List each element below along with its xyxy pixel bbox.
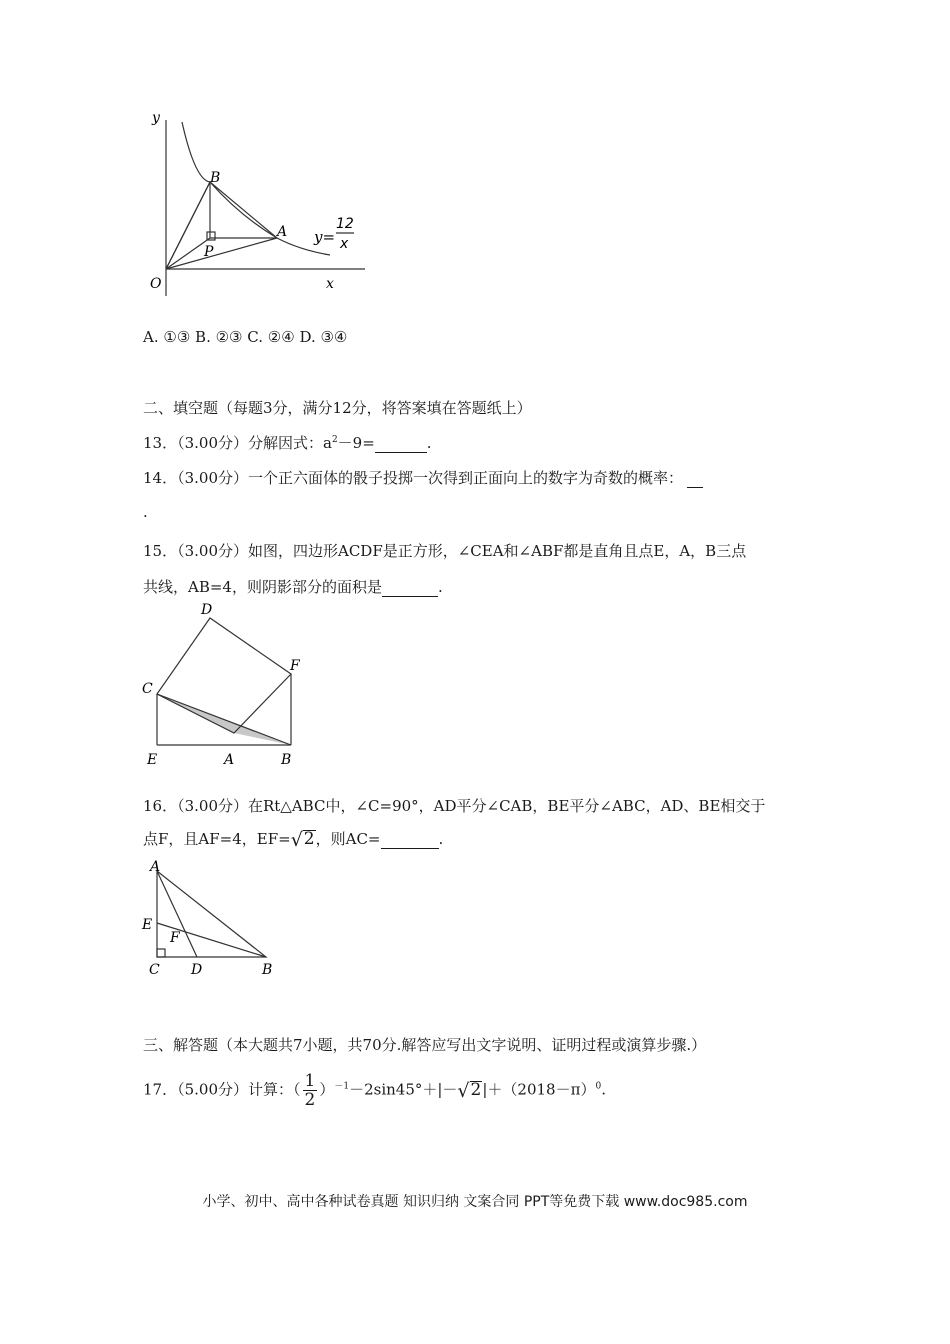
fraction-denominator: 2 (304, 1090, 316, 1110)
q17-text: 17．（5.00分）计算：（ (143, 1080, 301, 1099)
label-c: C (142, 681, 153, 697)
question-15-line-1: 15．（3.00分）如图，四边形ACDF是正方形，∠CEA和∠ABF都是直角且点E，A，B三点 (143, 542, 747, 560)
label-b: B (262, 962, 273, 978)
q16-answer-blank (381, 830, 439, 849)
q16-text: 点F，且AF=4，EF= (143, 830, 291, 848)
question-16-line-2 (143, 828, 443, 851)
q13-period: . (426, 434, 432, 452)
option-d: D. ③④ (299, 328, 348, 346)
label-e: E (147, 752, 158, 768)
q17-close-paren: ） (319, 1080, 335, 1099)
hyperbola-curve (182, 122, 330, 255)
q14-period: . (143, 503, 148, 521)
q17-radicand: 2 (470, 1079, 482, 1100)
label-b: B (281, 752, 292, 768)
label-x: x (326, 276, 334, 292)
label-f: F (290, 658, 300, 674)
q17-sin-term: －2sin45°＋|－ (349, 1080, 458, 1099)
page-footer: 小学、初中、高中各种试卷真题 知识归纳 文案合同 PPT等免费下载 www.doc985.com (202, 1194, 748, 1210)
label-b: B (210, 170, 221, 186)
option-c: C. ②④ (247, 328, 295, 346)
q15-period: . (437, 578, 443, 596)
q16-question: ，则AC= (315, 830, 381, 848)
fraction-numerator: 1 (304, 1071, 316, 1091)
right-angle-mark (157, 949, 165, 957)
label-d: D (201, 602, 213, 618)
section-3-title: 三、解答题（本大题共7小题，共70分.解答应写出文字说明、证明过程或演算步骤.） (143, 1036, 707, 1054)
q13-equation: －9= (337, 434, 375, 452)
q14-text: 14．（3.00分）一个正六面体的骰子投掷一次得到正面向上的数字为奇数的概率： (143, 469, 683, 487)
question-15-line-2 (143, 576, 443, 597)
label-denominator: x (340, 236, 349, 252)
q15-answer-blank (382, 578, 438, 597)
q16-period: . (438, 830, 444, 848)
fraction-one-half (303, 1072, 318, 1109)
question-17 (143, 1072, 606, 1109)
question-13 (143, 432, 432, 453)
label-a: A (224, 752, 235, 768)
figure-triangle (140, 857, 280, 979)
label-a: A (277, 224, 288, 240)
q13-text: 13．（3.00分）分解因式：a (143, 434, 332, 452)
option-b: B. ②③ (195, 328, 243, 346)
label-o: O (150, 276, 162, 292)
q13-answer-blank (375, 434, 427, 453)
q17-period: . (601, 1080, 606, 1099)
label-function: y= (314, 228, 336, 246)
question-16-line-1: 16．（3.00分）在Rt△ABC中，∠C=90°，AD平分∠CAB，BE平分∠ABC，AD、BE相交于 (143, 797, 766, 815)
label-d: D (191, 962, 203, 978)
q15-text: 共线，AB=4，则阴影部分的面积是 (143, 578, 382, 596)
q17-exponent-1: －1 (334, 1081, 350, 1092)
label-c: C (149, 962, 160, 978)
question-14 (143, 467, 703, 488)
sqrt-symbol: √ (290, 829, 303, 851)
label-p: P (204, 244, 214, 260)
square-acdf (157, 618, 291, 733)
figure-square (140, 598, 310, 770)
label-numerator: 12 (336, 216, 354, 232)
section-2-title: 二、填空题（每题3分，满分12分，将答案填在答题纸上） (143, 399, 532, 417)
label-e: E (142, 917, 153, 933)
q16-radicand: 2 (303, 829, 315, 849)
label-a: A (150, 859, 161, 875)
q17-pi-term: |＋（2018－π） (482, 1080, 596, 1099)
answer-options (143, 328, 347, 346)
q17-exponent-0: 0 (595, 1081, 602, 1092)
q13-exponent: 2 (331, 435, 338, 445)
label-y: y (152, 110, 160, 126)
sqrt-symbol: √ (457, 1079, 470, 1102)
q14-answer-blank (687, 469, 703, 488)
figure-hyperbola (140, 108, 370, 298)
option-a: A. ①③ (143, 328, 191, 346)
label-f: F (170, 930, 180, 946)
